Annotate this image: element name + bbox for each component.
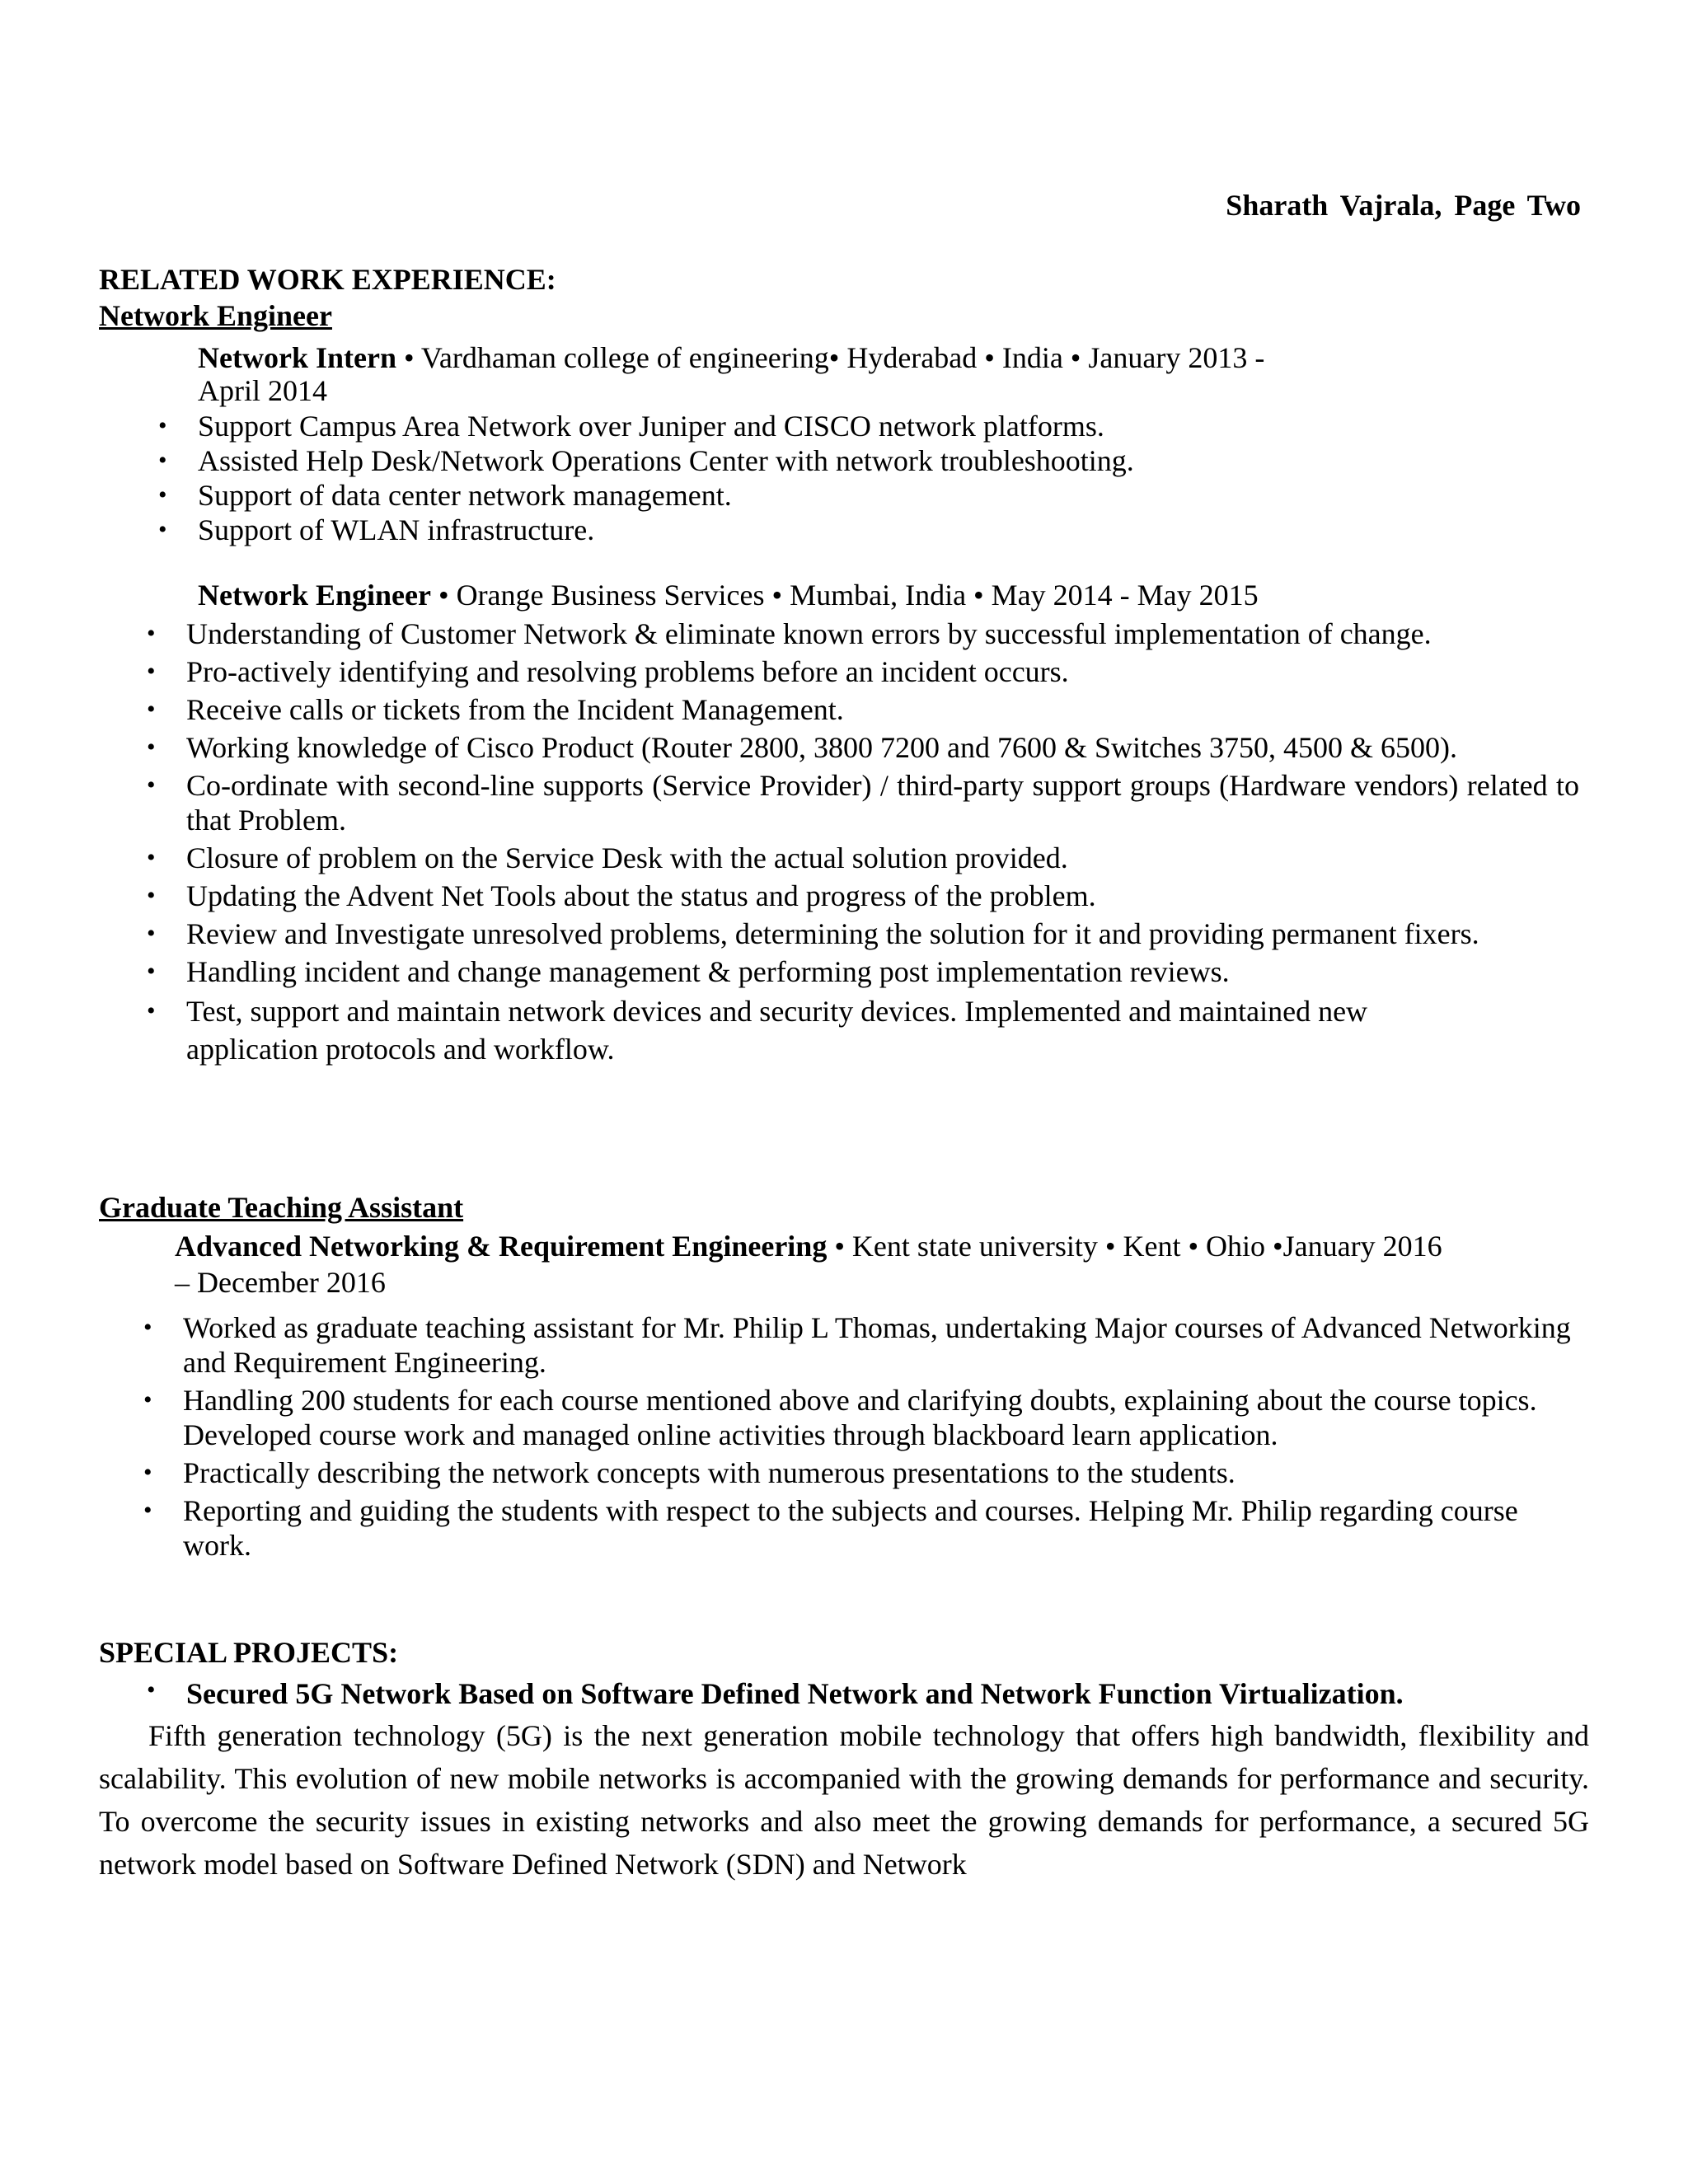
list-item: • Assisted Help Desk/Network Operations Center with network troubleshooting. — [158, 444, 1134, 477]
subheading-graduate-teaching-assistant: Graduate Teaching Assistant — [99, 1191, 464, 1224]
project-description: Fifth generation technology (5G) is the next generation mobile technology that offers high bandwidth, flexibility and scalability. This evolution of new mobile networks is accompanied with the growing demands for performance and security. To overcome the security issues in existing networks and also meet the growing demands for performance, a secured 5G network model based on Software Defined Network (SDN) and Network — [99, 1719, 1589, 1881]
list-item: • Practically describing the network concepts with numerous presentations to the students. — [143, 1456, 1236, 1489]
job1-header — [198, 341, 1517, 374]
list-item: • Pro-actively identifying and resolving problems before an incident occurs. — [147, 655, 1069, 688]
project-title-text: Secured 5G Network Based on Software Defined Network and Network Function Virtualization. — [186, 1677, 1404, 1710]
bullet-icon: • — [147, 733, 156, 761]
list-item: • Test, support and maintain network devices and security devices. Implemented and maintained new application protocols and workflow. — [186, 992, 1505, 1068]
teaching-bullets — [143, 1310, 1579, 1563]
bullet-icon: • — [147, 882, 156, 909]
teaching-details: • Kent state university • Kent • Ohio •January 2016 — [827, 1230, 1442, 1263]
job1-details: • Vardhaman college of engineering• Hyderabad • India • January 2013 - — [396, 341, 1265, 374]
teaching-role: Advanced Networking & Requirement Engineering — [175, 1230, 828, 1263]
teaching-details-cont: – December 2016 — [175, 1266, 386, 1299]
subheading-network-engineer: Network Engineer — [99, 299, 332, 332]
list-item: • Working knowledge of Cisco Product (Router 2800, 3800 7200 and 7600 & Switches 3750, 4500 & 6500). — [147, 731, 1457, 764]
job2-role: Network Engineer — [198, 579, 431, 612]
list-item: • Support of WLAN infrastructure. — [158, 513, 595, 546]
bullet-icon: • — [158, 516, 167, 543]
bullet-icon: • — [147, 620, 156, 647]
teaching-header — [175, 1230, 1592, 1263]
bullet-icon: • — [147, 844, 156, 871]
bullet-icon: • — [147, 958, 156, 985]
list-item: • Reporting and guiding the students with respect to the subjects and courses. Helping Mr. Philip regarding course work. — [143, 1494, 1518, 1562]
project-title — [147, 1676, 1404, 1711]
list-item: • Handling incident and change management & performing post implementation reviews. — [147, 955, 1230, 988]
bullet-icon: • — [158, 412, 167, 439]
list-item: • Updating the Advent Net Tools about the status and progress of the problem. — [147, 879, 1096, 912]
bullet-icon: • — [143, 1386, 152, 1413]
list-item: • Handling 200 students for each course mentioned above and clarifying doubts, explaining about the course topics. Developed course work and managed online activities through blackboard learn application. — [143, 1384, 1537, 1451]
bullet-icon: • — [147, 1676, 156, 1704]
job1-bullets — [158, 409, 1517, 547]
list-item: • Review and Investigate unresolved problems, determining the solution for it and providing permanent fixers. — [147, 917, 1479, 950]
list-item: • Receive calls or tickets from the Incident Management. — [147, 693, 844, 726]
bullet-icon: • — [147, 658, 156, 685]
bullet-icon: • — [158, 447, 167, 474]
bullet-icon: • — [143, 1497, 152, 1524]
bullet-icon: • — [147, 696, 156, 723]
section-title-related-work: RELATED WORK EXPERIENCE: — [99, 263, 556, 296]
bullet-icon: • — [147, 997, 156, 1024]
job2-details: • Orange Business Services • Mumbai, India • May 2014 - May 2015 — [430, 579, 1259, 612]
job2-header — [198, 579, 1517, 612]
bullet-icon: • — [158, 481, 167, 509]
job1-role: Network Intern — [198, 341, 396, 374]
list-item: • Co-ordinate with second-line supports (Service Provider) / third-party support groups (Hardware vendors) related to that Problem. — [147, 769, 1579, 837]
bullet-icon: • — [143, 1459, 152, 1486]
list-item: • Understanding of Customer Network & eliminate known errors by successful implementation of change. — [147, 617, 1432, 650]
job1-details-cont: April 2014 — [198, 374, 327, 407]
list-item: • Support of data center network management. — [158, 479, 732, 512]
bullet-icon: • — [147, 771, 156, 799]
list-item: • Support Campus Area Network over Juniper and CISCO network platforms. — [158, 410, 1104, 443]
section-title-special-projects: SPECIAL PROJECTS: — [99, 1636, 399, 1669]
page-header-label: Sharath Vajrala, Page Two — [1226, 189, 1581, 222]
job2-bullets — [147, 616, 1579, 1068]
list-item: • Closure of problem on the Service Desk with the actual solution provided. — [147, 841, 1068, 874]
bullet-icon: • — [143, 1314, 152, 1341]
bullet-icon: • — [147, 920, 156, 947]
list-item: • Worked as graduate teaching assistant for Mr. Philip L Thomas, undertaking Major courses of Advanced Networking and Requirement Engineering. — [143, 1311, 1571, 1379]
